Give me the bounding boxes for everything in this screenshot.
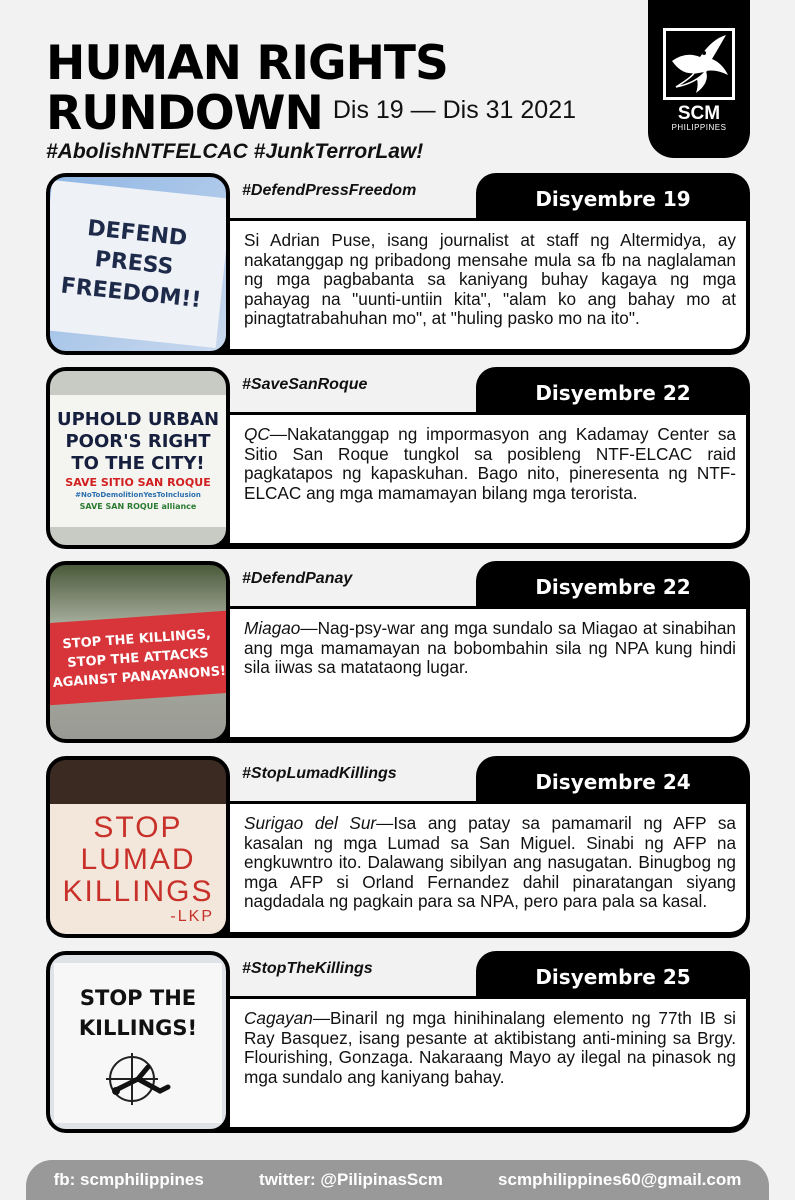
entry-text: Miagao—Nag-psy-war ang mga sundalo sa Miagao at sinabihan ang mga mamamayan na bobombahin sila ng NPA kung hindi sila iiwas sa matataong lugar. — [230, 609, 746, 737]
entry-photo — [46, 951, 230, 1133]
protest-sign: STOP LUMAD KILLINGS -LKP — [50, 804, 226, 934]
crosshair-figure-icon — [98, 1049, 178, 1109]
title-line-1: HUMAN RIGHTS — [46, 36, 448, 91]
entry-hashtag: #DefendPressFreedom — [242, 182, 417, 199]
twitter-handle: twitter: @PilipinasScm — [259, 1170, 443, 1189]
entry-photo — [46, 367, 230, 549]
rundown-entry-1 — [46, 173, 750, 355]
entry-hashtag: #StopTheKillings — [242, 960, 373, 977]
entry-date: Disyembre 25 — [476, 951, 750, 1003]
footer-contacts — [26, 1160, 769, 1200]
entry-text: QC—Nakatanggap ng impormasyon ang Kadamay Center sa Sitio San Roque tungkol sa posibleng NTF-ELCAC raid pagkatapos ng kapaskuhan. Bago nito, pineresenta ng NTF-ELCAC ang mga mamamayan bilang mga terorista. — [230, 415, 746, 543]
entry-photo — [46, 561, 230, 743]
entry-text: Si Adrian Puse, isang journalist at staff ng Altermidya, ay nakatanggap ng pribadong mensahe mula sa fb na naglalaman ng mga pagbabanta sa kaniyang buhay kagaya ng mga pahayag na "uunti-untiin kita", "alam ko ang bahay mo at pinagtatrabahuhan mo", at "huling pasko mo na ito". — [230, 221, 746, 349]
protest-sign: DEFEND PRESS FREEDOM!! — [46, 180, 230, 348]
entry-text: Surigao del Sur—Isa ang patay sa pamamaril ng AFP sa kasalan ng mga Lumad sa San Miguel. Sinabi ng AFP na engkuwntro ito. Dalawang sibilyan ang nasugatan. Binugbog ng mga AFP si Orland Fernandez dahil pinaratangan siyang nagdadala ng pagkain para sa NPA, pero para pala sa kasal. — [230, 804, 746, 932]
facebook-handle: fb: scmphilippines — [53, 1170, 204, 1189]
page-title — [46, 36, 577, 141]
entry-hashtag: #SaveSanRoque — [242, 376, 368, 393]
entry-hashtag: #StopLumadKillings — [242, 765, 397, 782]
campaign-hashtags: #AbolishNTFELCAC #JunkTerrorLaw! — [46, 140, 424, 163]
protest-sign: UPHOLD URBAN POOR'S RIGHT TO THE CITY! SAVE SITIO SAN ROQUE #NoToDemolitionYesToInclusion SAVE SAN ROQUE alliance — [50, 395, 226, 527]
entry-date: Disyembre 22 — [476, 561, 750, 613]
scm-logo — [648, 0, 750, 158]
dove-icon — [663, 28, 735, 100]
title-line-2: RUNDOWN — [46, 86, 323, 141]
entry-date: Disyembre 24 — [476, 756, 750, 808]
protest-sign: STOP THE KILLINGS! — [54, 963, 222, 1123]
entry-date: Disyembre 22 — [476, 367, 750, 419]
rundown-entry-5 — [46, 951, 750, 1133]
rundown-entry-2 — [46, 367, 750, 549]
entry-text: Cagayan—Binaril ng mga hinihinalang elemento ng 77th IB si Ray Basquez, isang pesante at aktibistang anti-mining sa Brgy. Flourishing, Gonzaga. Nakaraang Mayo ay ilegal na pinasok ng mga sundalo ang kaniyang bahay. — [230, 999, 746, 1127]
entry-hashtag: #DefendPanay — [242, 570, 353, 587]
rundown-entry-3 — [46, 561, 750, 743]
protest-sign: STOP THE KILLINGS, STOP THE ATTACKS AGAINST PANAYANONS! — [46, 611, 230, 706]
entry-photo — [46, 173, 230, 355]
date-range: Dis 19 — Dis 31 2021 — [332, 96, 577, 124]
entry-photo — [46, 756, 230, 938]
logo-subtitle: PHILIPPINES — [671, 123, 727, 132]
logo-name: SCM — [677, 103, 721, 124]
entry-date: Disyembre 19 — [476, 173, 750, 225]
contact-email: scmphilippines60@gmail.com — [498, 1170, 742, 1189]
rundown-entry-4 — [46, 756, 750, 938]
